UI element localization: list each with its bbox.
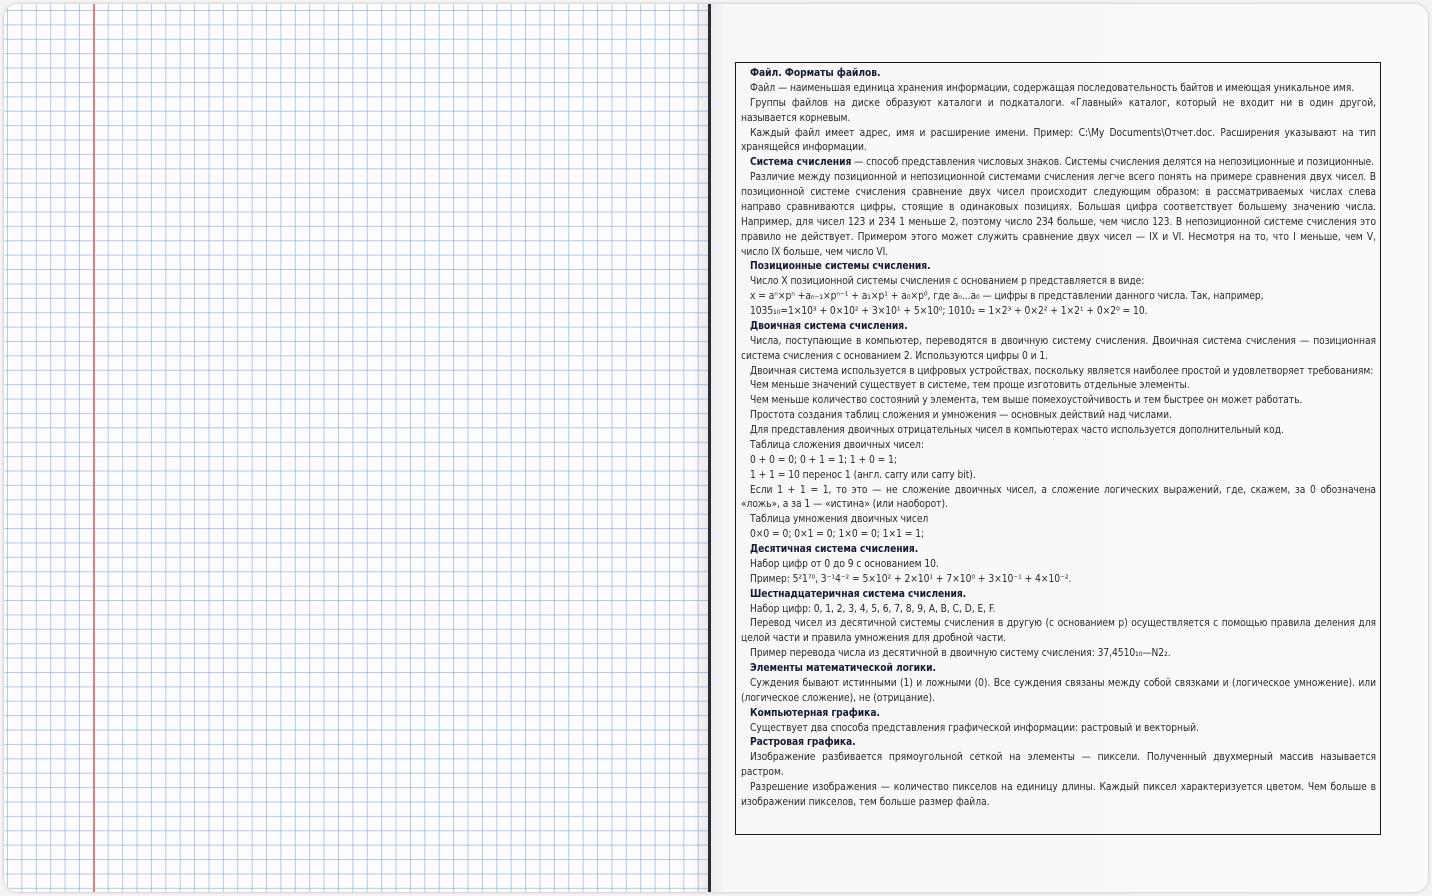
reference-text-box bbox=[735, 62, 1381, 835]
formula: 0×0 = 0; 0×1 = 0; 1×0 = 0; 1×1 = 1; bbox=[750, 529, 925, 541]
paragraph: Простота создания таблиц сложения и умножения — основных действий над числами. bbox=[750, 410, 1172, 422]
paragraph: Набор цифр: 0, 1, 2, 3, 4, 5, 6, 7, 8, 9, A, B, C, D, E, F. bbox=[750, 603, 996, 615]
paragraph: Суждения бывают истинными (1) и ложными (0). Все суждения связаны между собой связками и (логическое умножение). или (логическое сложение), не (отрицание). bbox=[741, 677, 1379, 704]
open-notebook bbox=[4, 4, 1428, 892]
formula: 1 + 1 = 10 перенос 1 (англ. carry или carry bit). bbox=[750, 469, 976, 481]
spine-shadow bbox=[692, 4, 708, 892]
grid-page bbox=[4, 4, 710, 892]
paragraph: Файл — наименьшая единица хранения информации, содержащая последовательность байтов и имеющая уникальное имя. bbox=[750, 82, 1355, 94]
paragraph: Таблица умножения двоичных чисел bbox=[750, 514, 929, 526]
printed-page bbox=[711, 4, 1428, 892]
paragraph: Существует два способа представления графической информации: растровый и векторный. bbox=[750, 722, 1199, 734]
heading: Файл. Форматы файлов. bbox=[750, 68, 881, 79]
paragraph: Перевод чисел из десятичной системы счисления в другую (с основанием p) осуществляется с помощью правила деления для целой части и правила умножения для дробной части. bbox=[741, 618, 1379, 645]
formula: x = aⁿ×pⁿ +aₙ₋₁×pⁿ⁻¹ + a₁×p¹ + a₀×p⁰, где aₙ...a₀ — цифры в представлении данного числа. Так, например, bbox=[750, 291, 1264, 303]
paragraph: Двоичная система используется в цифровых устройствах, поскольку является наиболее простой и удовлетворяет требованиям: bbox=[750, 365, 1374, 377]
paragraph-text: — способ представления числовых знаков. Системы счисления делятся на непозиционные и позиционные. bbox=[851, 157, 1374, 169]
paragraph: Пример перевода числа из десятичной в двоичную систему счисления: 37,4510₁₀—N2₂. bbox=[750, 648, 1171, 660]
paragraph: Группы файлов на диске образуют каталоги и подкаталоги. «Главный» каталог, который не входит ни в один другой, называется корневым. bbox=[741, 97, 1379, 124]
heading: Шестнадцатеричная система счисления. bbox=[750, 588, 967, 600]
formula: 0 + 0 = 0; 0 + 1 = 1; 1 + 0 = 1; bbox=[750, 454, 897, 466]
paragraph: Для представления двоичных отрицательных чисел в компьютерах часто используется дополнительный код. bbox=[750, 425, 1284, 436]
paragraph: Чем меньше значений существует в системе, тем проще изготовить отдельные элементы. bbox=[750, 380, 1190, 392]
inline-heading: Система счисления bbox=[750, 157, 852, 169]
heading: Двоичная система счисления. bbox=[750, 320, 908, 332]
heading: Элементы математической логики. bbox=[750, 663, 936, 674]
paragraph bbox=[741, 156, 1376, 171]
heading: Позиционные системы счисления. bbox=[750, 261, 931, 273]
paragraph: Разрешение изображения — количество пикселов на единицу длины. Каждый пиксел характеризуется цветом. Чем больше в изображении пикселов, тем больше размер файла. bbox=[741, 782, 1379, 808]
heading: Десятичная система счисления. bbox=[750, 544, 919, 555]
paragraph: Различие между позиционной и непозиционной системами счисления легче всего понять на примере сравнения двух чисел. В позиционной системе счисления сравнение двух чисел происходит следующим образом: в рассматриваемых числах слева направо сравниваются цифры, стоящие в одинаковых позициях. Большая цифра соответствует большему значению числа. Например, для чисел 123 и 234 1 меньше 2, поэтому число 234 больше, чем число 123. В непозиционной системе счисления это правило не действует. Примером этого может служить сравнение двух чисел — IX и VI. Несмотря на то, что I меньше, чем V, число IX больше, чем число VI. bbox=[741, 172, 1379, 258]
paragraph: Если 1 + 1 = 1, то это — не сложение двоичных чисел, а сложение логических выражений, где, скажем, за 0 обозначена «ложь», а за 1 — «истина» (или наоборот). bbox=[741, 484, 1379, 511]
heading: Компьютерная графика. bbox=[750, 707, 880, 719]
paragraph: Изображение разбивается прямоугольной сеткой на элементы — пиксели. Полученный двухмерный массив называется растром. bbox=[741, 752, 1379, 779]
paragraph: Набор цифр от 0 до 9 с основанием 10. bbox=[750, 558, 939, 570]
paragraph: Числа, поступающие в компьютер, переводятся в двоичную систему счисления. Двоичная система счисления — позиционная система счисления с основанием 2. Используются цифры 0 и 1. bbox=[741, 335, 1379, 362]
margin-line bbox=[93, 4, 95, 892]
paragraph: Таблица сложения двоичных чисел: bbox=[750, 439, 924, 451]
paragraph: Чем меньше количество состояний у элемента, тем выше помехоустойчивость и тем быстрее он может работать. bbox=[750, 395, 1303, 407]
paragraph: Число X позиционной системы счисления с основанием p представляется в виде: bbox=[750, 276, 1145, 288]
heading: Растровая графика. bbox=[750, 737, 856, 749]
paragraph: Каждый файл имеет адрес, имя и расширение имени. Пример: C:\My Documents\Отчет.doc. Расширения указывают на тип хранящейся информации. bbox=[741, 127, 1379, 154]
formula: Пример: 5²1⁷⁰, 3⁻¹4⁻² = 5×10² + 2×10¹ + 7×10⁰ + 3×10⁻¹ + 4×10⁻². bbox=[750, 573, 1072, 585]
formula: 1035₁₀=1×10³ + 0×10² + 3×10¹ + 5×10⁰; 1010₂ = 1×2³ + 0×2² + 1×2¹ + 0×2⁰ = 10. bbox=[750, 306, 1148, 317]
